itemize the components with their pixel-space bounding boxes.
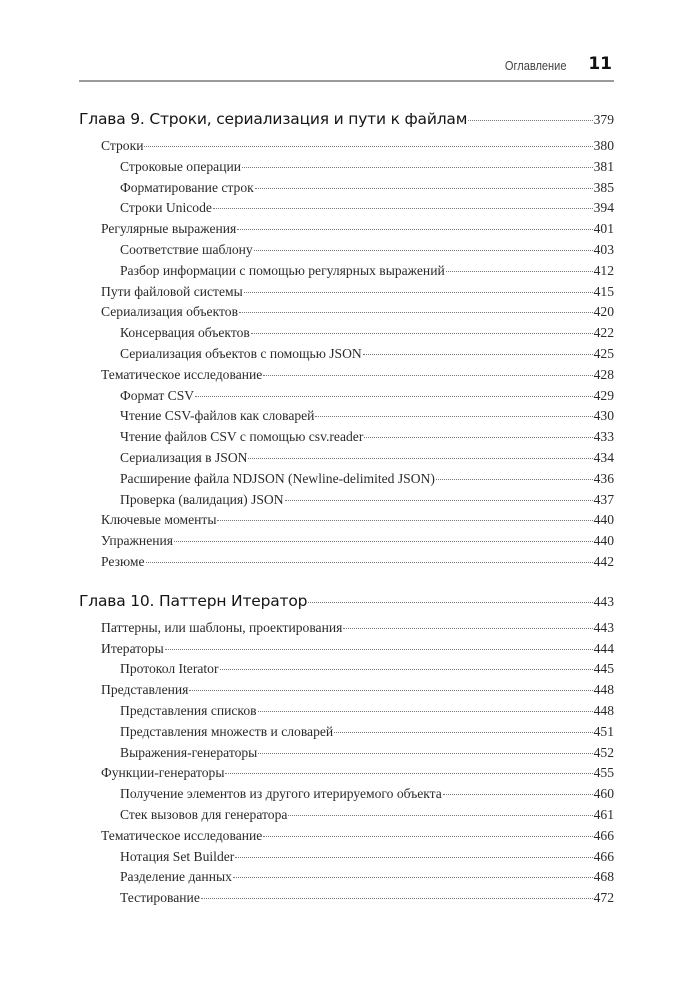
table-of-contents (79, 110, 614, 911)
leader-dots (258, 711, 593, 712)
chapter-title: Глава 9. Строки, сериализация и пути к файлам (79, 110, 468, 128)
entry-title: Протокол Iterator (120, 661, 219, 677)
toc-subsection[interactable] (79, 242, 614, 263)
toc-subsection[interactable] (79, 492, 614, 513)
entry-title: Сериализация в JSON (120, 449, 248, 465)
toc-subsection[interactable] (79, 180, 614, 201)
entry-page-number: 380 (593, 138, 614, 153)
entry-page-number: 461 (593, 806, 614, 822)
leader-dots (263, 375, 592, 376)
entry-page-number: 428 (593, 366, 614, 382)
entry-title: Разбор информации с помощью регулярных выражений (120, 262, 445, 278)
leader-dots (263, 836, 592, 837)
leader-dots (468, 120, 592, 121)
running-header (79, 50, 614, 82)
entry-page-number: 448 (593, 702, 614, 718)
chapter-page-number: 379 (593, 112, 614, 127)
entry-title: Получение элементов из другого итерируемого объекта (120, 786, 442, 802)
entry-title: Представления списков (120, 702, 257, 718)
entry-page-number: 422 (593, 325, 614, 341)
leader-dots (239, 312, 593, 313)
page-number: 11 (588, 54, 612, 74)
entry-title: Представления (101, 682, 189, 698)
toc-subsection[interactable] (79, 200, 614, 221)
entry-page-number: 425 (593, 345, 614, 361)
chapter-page-number: 443 (593, 593, 614, 609)
entry-title: Тестирование (120, 890, 200, 906)
leader-dots (254, 250, 593, 251)
leader-dots (244, 292, 593, 293)
toc-section[interactable] (79, 554, 614, 575)
chapter-title: Глава 10. Паттерн Итератор (79, 591, 308, 610)
toc-subsection[interactable] (79, 408, 614, 429)
leader-dots (235, 857, 592, 858)
toc-subsection[interactable] (79, 346, 614, 367)
entry-page-number: 440 (593, 533, 614, 549)
entry-page-number: 440 (593, 512, 614, 528)
entry-page-number: 403 (593, 241, 614, 257)
entry-title: Сериализация объектов (101, 304, 238, 320)
entry-title: Форматирование строк (120, 179, 254, 195)
entry-page-number: 415 (593, 283, 614, 299)
leader-dots (248, 458, 592, 459)
entry-page-number: 433 (593, 429, 614, 445)
entry-page-number: 394 (593, 200, 614, 216)
entry-title: Упражнения (101, 533, 174, 549)
leader-dots (144, 146, 592, 147)
entry-page-number: 437 (593, 491, 614, 507)
toc-subsection[interactable] (79, 325, 614, 346)
leader-dots (343, 628, 592, 629)
entry-page-number: 429 (593, 387, 614, 403)
entry-title: Ключевые моменты (101, 512, 217, 528)
leader-dots (220, 669, 593, 670)
toc-subsection[interactable] (79, 263, 614, 284)
toc-subsection[interactable] (79, 724, 614, 745)
leader-dots (258, 753, 592, 754)
leader-dots (364, 437, 592, 438)
entry-title: Сериализация объектов с помощью JSON (120, 345, 362, 361)
entry-title: Итераторы (101, 640, 164, 656)
leader-dots (255, 188, 593, 189)
leader-dots (288, 815, 592, 816)
running-header-title: Оглавление (504, 58, 566, 73)
toc-subsection[interactable] (79, 159, 614, 180)
entry-page-number: 434 (593, 449, 614, 465)
leader-dots (195, 396, 593, 397)
leader-dots (213, 208, 593, 209)
entry-page-number: 420 (593, 304, 614, 320)
toc-section[interactable] (79, 512, 614, 533)
leader-dots (334, 732, 592, 733)
toc-subsection[interactable] (79, 429, 614, 450)
toc-chapter[interactable] (79, 592, 614, 620)
leader-dots (308, 602, 592, 603)
toc-subsection[interactable] (79, 703, 614, 724)
entry-title: Консервация объектов (120, 325, 250, 341)
entry-title: Нотация Set Builder (120, 848, 235, 864)
entry-page-number: 451 (593, 723, 614, 739)
entry-page-number: 442 (593, 553, 614, 569)
toc-section[interactable] (79, 828, 614, 849)
entry-page-number: 444 (593, 640, 614, 656)
entry-page-number: 472 (593, 890, 614, 906)
entry-page-number: 466 (593, 827, 614, 843)
entry-title: Стек вызовов для генератора (120, 806, 288, 822)
entry-page-number: 452 (593, 744, 614, 760)
entry-page-number: 443 (593, 619, 614, 635)
toc-section[interactable] (79, 682, 614, 703)
toc-chapter[interactable] (79, 110, 614, 138)
entry-page-number: 381 (593, 158, 614, 174)
leader-dots (225, 773, 592, 774)
toc-subsection[interactable] (79, 450, 614, 471)
entry-title: Чтение файлов CSV с помощью csv.reader (120, 429, 364, 445)
entry-page-number: 466 (593, 848, 614, 864)
entry-page-number: 430 (593, 408, 614, 424)
entry-title: Выражения-генераторы (120, 744, 258, 760)
entry-page-number: 436 (593, 470, 614, 486)
toc-subsection[interactable] (79, 807, 614, 828)
toc-subsection[interactable] (79, 849, 614, 870)
entry-page-number: 455 (593, 765, 614, 781)
entry-title: Представления множеств и словарей (120, 723, 334, 739)
leader-dots (165, 649, 593, 650)
entry-title: Паттерны, или шаблоны, проектирования (101, 619, 343, 635)
leader-dots (201, 898, 593, 899)
leader-dots (146, 562, 593, 563)
entry-title: Регулярные выражения (101, 221, 237, 237)
entry-title: Строковые операции (120, 158, 242, 174)
leader-dots (285, 500, 593, 501)
entry-page-number: 412 (593, 262, 614, 278)
toc-subsection[interactable] (79, 869, 614, 890)
entry-page-number: 385 (593, 179, 614, 195)
entry-page-number: 448 (593, 682, 614, 698)
entry-page-number: 468 (593, 869, 614, 885)
toc-subsection[interactable] (79, 786, 614, 807)
leader-dots (443, 794, 593, 795)
entry-title: Строки Unicode (120, 200, 212, 216)
entry-title: Функции-генераторы (101, 765, 225, 781)
entry-title: Разделение данных (120, 869, 232, 885)
leader-dots (436, 479, 593, 480)
entry-page-number: 445 (593, 661, 614, 677)
leader-dots (217, 520, 592, 521)
toc-section[interactable] (79, 304, 614, 325)
toc-section[interactable] (79, 533, 614, 554)
entry-title: Строки (101, 138, 144, 153)
leader-dots (233, 877, 593, 878)
leader-dots (251, 333, 593, 334)
entry-title: Резюме (101, 553, 145, 569)
entry-title: Расширение файла NDJSON (Newline-delimited JSON) (120, 470, 435, 486)
toc-subsection[interactable] (79, 388, 614, 409)
toc-subsection[interactable] (79, 890, 614, 911)
leader-dots (237, 229, 592, 230)
toc-subsection[interactable] (79, 661, 614, 682)
leader-dots (189, 690, 592, 691)
toc-section[interactable] (79, 138, 614, 159)
toc-section[interactable] (79, 620, 614, 641)
entry-title: Чтение CSV-файлов как словарей (120, 408, 315, 424)
entry-title: Пути файловой системы (101, 283, 243, 299)
toc-section[interactable] (79, 641, 614, 662)
leader-dots (363, 354, 593, 355)
entry-title: Формат CSV (120, 387, 195, 403)
entry-page-number: 460 (593, 786, 614, 802)
toc-section[interactable] (79, 367, 614, 388)
toc-section[interactable] (79, 221, 614, 242)
leader-dots (242, 167, 593, 168)
entry-page-number: 401 (593, 221, 614, 237)
leader-dots (315, 416, 592, 417)
toc-subsection[interactable] (79, 745, 614, 766)
toc-section[interactable] (79, 284, 614, 305)
entry-title: Соответствие шаблону (120, 241, 253, 257)
entry-title: Проверка (валидация) JSON (120, 491, 284, 507)
leader-dots (446, 271, 593, 272)
entry-title: Тематическое исследование (101, 366, 263, 382)
toc-section[interactable] (79, 765, 614, 786)
toc-subsection[interactable] (79, 471, 614, 492)
leader-dots (174, 541, 593, 542)
entry-title: Тематическое исследование (101, 827, 263, 843)
